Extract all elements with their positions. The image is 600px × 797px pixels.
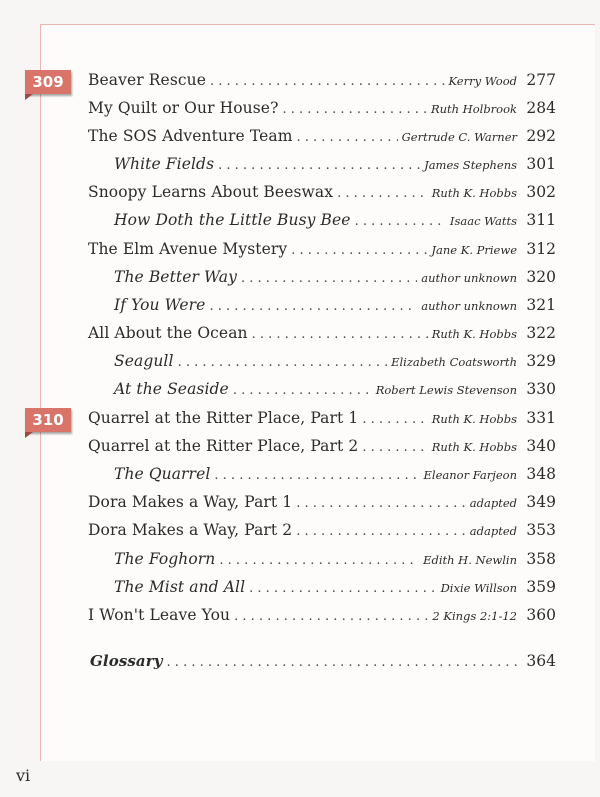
entry-author: Elizabeth Coatsworth: [391, 355, 517, 369]
entry-author: 2 Kings 2:1-12: [432, 609, 517, 623]
entry-author: Ruth Holbrook: [430, 102, 517, 116]
entry-title: The Foghorn: [114, 550, 216, 568]
entry-page: 331: [526, 409, 556, 427]
entry-page: 312: [526, 240, 556, 258]
entry-page: 302: [526, 183, 556, 201]
entry-title: The Better Way: [114, 268, 237, 286]
entry-page: 322: [526, 324, 556, 342]
entry-page: 284: [526, 99, 556, 117]
toc-entry[interactable]: [88, 127, 556, 149]
entry-author: adapted: [469, 524, 517, 538]
toc-entry[interactable]: [88, 71, 556, 93]
entry-title: How Doth the Little Busy Bee: [114, 211, 351, 229]
entry-author: Robert Lewis Stevenson: [375, 383, 517, 397]
entry-title: Quarrel at the Ritter Place, Part 2: [88, 437, 359, 455]
entry-title: If You Were: [114, 296, 206, 314]
entry-title: The Quarrel: [114, 465, 211, 483]
entry-author: Ruth K. Hobbs: [431, 412, 517, 426]
toc-entry[interactable]: [88, 409, 556, 431]
glossary-title: Glossary: [90, 652, 163, 670]
entry-title: Dora Makes a Way, Part 1: [88, 493, 293, 511]
toc-entry-poem[interactable]: [114, 465, 556, 487]
entry-page: 340: [526, 437, 556, 455]
entry-author: Edith H. Newlin: [423, 553, 517, 567]
entry-page: 353: [526, 521, 556, 539]
toc-entry-poem[interactable]: [114, 268, 556, 290]
toc-entry[interactable]: [88, 521, 556, 543]
glossary-page: 364: [526, 652, 556, 670]
toc-entry-poem[interactable]: [114, 211, 556, 233]
entry-author: Jane K. Priewe: [431, 243, 517, 257]
entry-author: Isaac Watts: [449, 214, 517, 228]
entry-page: 358: [526, 550, 556, 568]
entry-author: Ruth K. Hobbs: [431, 186, 517, 200]
toc-entry-poem[interactable]: [114, 155, 556, 177]
entry-author: author unknown: [421, 299, 517, 313]
entry-title: Dora Makes a Way, Part 2: [88, 521, 293, 539]
toc-entry-poem[interactable]: [114, 380, 556, 402]
entry-title: Quarrel at the Ritter Place, Part 1: [88, 409, 359, 427]
toc-entry[interactable]: [88, 183, 556, 205]
entry-page: 301: [526, 155, 556, 173]
entry-page: 349: [526, 493, 556, 511]
entry-page: 277: [526, 71, 556, 89]
entry-author: adapted: [469, 496, 517, 510]
entry-author: Gertrude C. Warner: [401, 130, 517, 144]
entry-author: Ruth K. Hobbs: [431, 440, 517, 454]
entry-title: The SOS Adventure Team: [88, 127, 293, 145]
entry-title: Seagull: [114, 352, 174, 370]
entry-title: Snoopy Learns About Beeswax: [88, 183, 334, 201]
toc-entry[interactable]: [88, 99, 556, 121]
page-number: vi: [16, 766, 31, 785]
toc-entry-poem[interactable]: [114, 550, 556, 572]
entry-title: All About the Ocean: [88, 324, 248, 342]
entry-author: author unknown: [421, 271, 517, 285]
toc-entry-poem[interactable]: [114, 296, 556, 318]
entry-page: 330: [526, 380, 556, 398]
entry-page: 311: [526, 211, 556, 229]
toc-entry[interactable]: [88, 493, 556, 515]
entry-author: Kerry Wood: [448, 74, 517, 88]
entry-page: 321: [526, 296, 556, 314]
entry-author: Dixie Willson: [440, 581, 517, 595]
toc-entry-poem[interactable]: [114, 352, 556, 374]
entry-title: At the Seaside: [114, 380, 229, 398]
entry-author: James Stephens: [424, 158, 517, 172]
toc-entry[interactable]: [88, 437, 556, 459]
entry-title: I Won't Leave You: [88, 606, 231, 624]
lesson-badge-310: 310: [25, 408, 71, 432]
toc-entry-glossary[interactable]: [90, 652, 556, 676]
toc-entry-poem[interactable]: [114, 578, 556, 600]
lesson-badge-309: 309: [25, 70, 71, 94]
entry-page: 360: [526, 606, 556, 624]
toc-entry[interactable]: [88, 324, 556, 346]
entry-page: 348: [526, 465, 556, 483]
toc-entry[interactable]: [88, 606, 556, 628]
entry-title: White Fields: [114, 155, 215, 173]
entry-title: The Mist and All: [114, 578, 246, 596]
entry-title: Beaver Rescue: [88, 71, 207, 89]
entry-page: 329: [526, 352, 556, 370]
toc-entry[interactable]: [88, 240, 556, 262]
entry-title: The Elm Avenue Mystery: [88, 240, 288, 258]
entry-author: Ruth K. Hobbs: [431, 327, 517, 341]
entry-author: Eleanor Farjeon: [423, 468, 517, 482]
entry-title: My Quilt or Our House?: [88, 99, 279, 117]
entry-page: 292: [526, 127, 556, 145]
entry-page: 359: [526, 578, 556, 596]
entry-page: 320: [526, 268, 556, 286]
